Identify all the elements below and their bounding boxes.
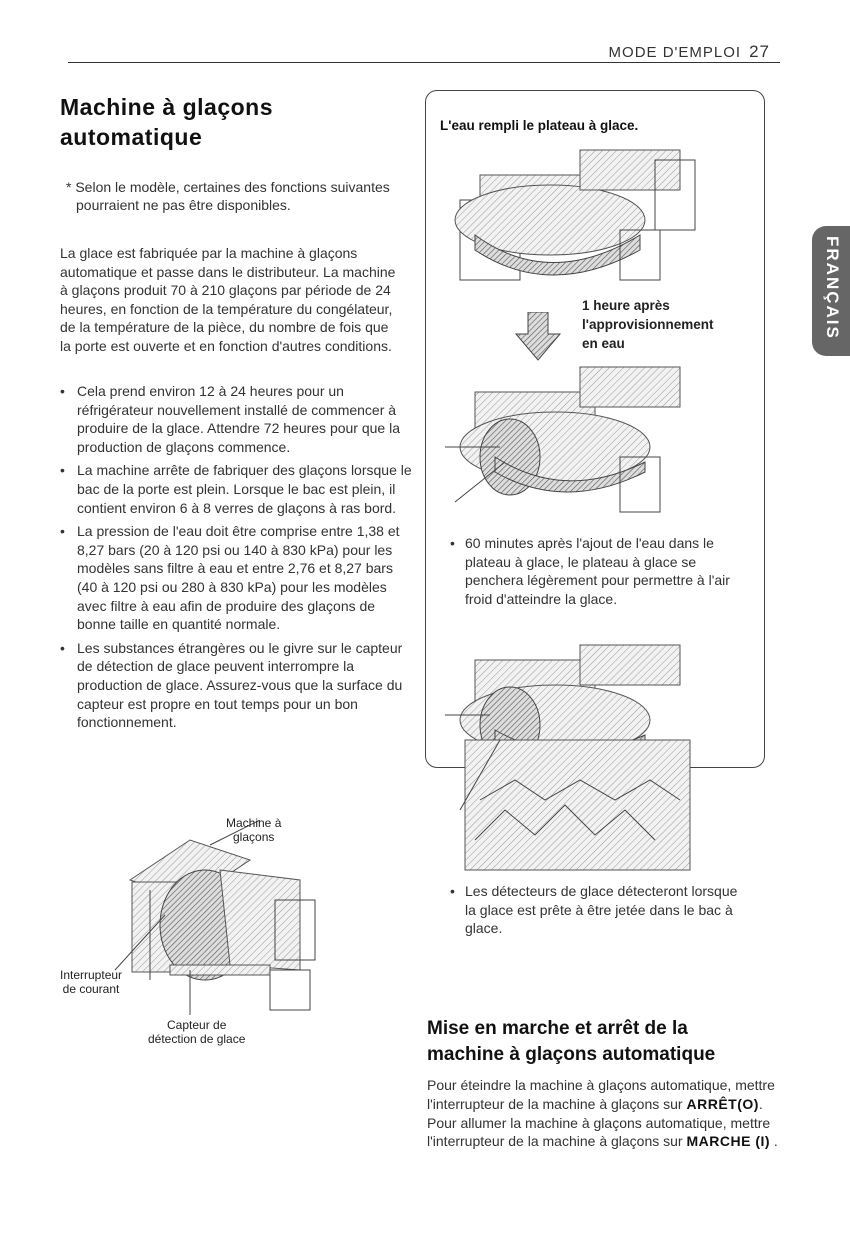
list-item: • Les substances étrangères ou le givre sur le capteur de détection de glace peuvent interrompre la production de glace. Assurez-vous que la surface du capteur est propre en tout temps pour un bon fonctionnement. xyxy=(60,639,412,732)
list-item: • La pression de l'eau doit être comprise entre 1,38 et 8,27 bars (20 à 120 psi ou 140 à 830 kPa) pour les modèles sans filtre à eau et entre 2,76 et 8,27 bars (40 à 120 psi ou 280 à 830 kPa) pour les modèles avec filtre à eau afin de produire des glaçons de bonne taille en quantité normale. xyxy=(60,522,412,634)
list-item: • 60 minutes après l'ajout de l'eau dans le plateau à glace, le plateau à glace se penchera légèrement pour permettre à l'air froid d'atteindre la glace. xyxy=(450,534,750,608)
wait-time-text: 1 heure après l'approvisionnement en eau xyxy=(582,298,714,351)
off-label: ARRÊT(O) xyxy=(686,1095,759,1112)
list-item: • Cela prend environ 12 à 24 heures pour un réfrigérateur nouvellement installé de commencer à produire de la glace. Attendre 72 heures pour que la production de glaçons commence. xyxy=(60,382,412,456)
page-title: Machine à glaçons automatique xyxy=(60,94,274,150)
intro-paragraph: La glace est fabriquée par la machine à glaçons automatique et passe dans le distributeur. La machine à glaçons produit 70 à 210 glaçons par période de 24 heures, en fonction de la température du congélateur, de la température de la pièce, du nombre de fois que la porte est ouverte et en fonction d'autres conditions. xyxy=(60,245,396,354)
language-tab xyxy=(812,226,850,356)
page-number: 27 xyxy=(749,42,770,61)
model-note xyxy=(60,178,390,214)
tilt-bullet xyxy=(450,534,750,608)
list-item: • La machine arrête de fabriquer des glaçons lorsque le bac de la porte est plein. Lorsque le bac est plein, il contient environ 6 à 8 verres de glaçons à ras bord. xyxy=(60,461,412,517)
label-power-switch: Interrupteur de courant xyxy=(60,968,123,996)
sensor-bullet xyxy=(450,882,750,938)
section-body: Pour éteindre la machine à glaçons automatique, mettre l'interrupteur de la machine à glaçons sur ARRÊT(O). Pour allumer la machine à glaçons automatique, mettre l'interrupteur de la machine à glaçons sur MARCHE (I) . xyxy=(427,1077,778,1150)
on-label: MARCHE (I) xyxy=(686,1133,771,1150)
box-title: L'eau rempli le plateau à glace. xyxy=(440,118,639,133)
section-title: Mise en marche et arrêt de la machine à glaçons automatique xyxy=(427,1018,716,1065)
header-rule xyxy=(68,62,780,63)
ice-maker-diagram xyxy=(110,820,360,1040)
list-item: • Les détecteurs de glace détecteront lorsque la glace est prête à être jetée dans le bac à glace. xyxy=(450,882,750,938)
header-section: MODE D'EMPLOI xyxy=(608,44,742,61)
ice-tray-filled-illustration xyxy=(450,140,700,300)
label-ice-sensor: Capteur de détection de glace xyxy=(148,1018,246,1046)
ice-sensor-bin-illustration xyxy=(445,640,700,875)
language-tab-label: FRANÇAIS xyxy=(823,236,842,340)
label-ice-maker: Machine à glaçons xyxy=(226,816,282,844)
info-bullet-list xyxy=(60,382,412,737)
model-note-text: * Selon le modèle, certaines des fonctions suivantes pourraient ne pas être disponibles. xyxy=(66,179,390,213)
down-arrow-icon xyxy=(514,312,562,362)
page-header xyxy=(609,42,770,62)
ice-tray-tilt-illustration xyxy=(445,362,700,527)
